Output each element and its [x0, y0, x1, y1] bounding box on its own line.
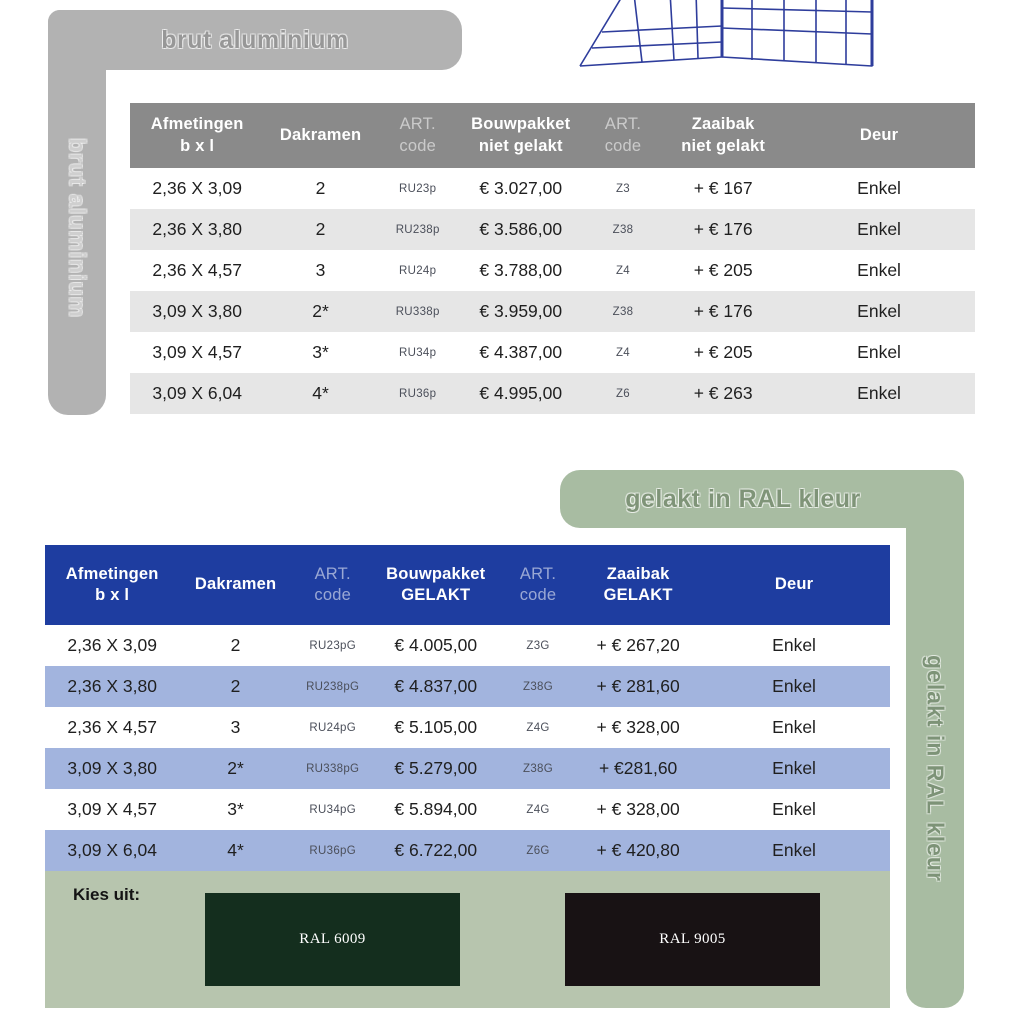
column-header: Bouwpakket GELAKT — [386, 564, 486, 604]
table-cell: 3 — [230, 717, 241, 737]
column-header: ART. code — [519, 564, 557, 604]
table-cell: + € 281,60 — [596, 676, 680, 696]
table-cell: Enkel — [772, 635, 816, 655]
brut-banner — [48, 10, 462, 70]
brut-side-label: brut aluminium — [64, 138, 91, 319]
table-cell: 3,09 X 4,57 — [67, 799, 157, 819]
column-header: ART. code — [399, 115, 436, 155]
table-cell: Z3 — [615, 182, 631, 195]
table-cell: 2 — [230, 635, 241, 655]
color-choice-panel — [45, 871, 890, 1008]
table-cell: + € 176 — [693, 219, 753, 239]
table-row — [45, 625, 890, 666]
table-cell: 2,36 X 3,80 — [67, 676, 157, 696]
table-cell: 3,09 X 3,80 — [67, 758, 157, 778]
table-cell: Enkel — [857, 260, 901, 280]
table-cell: + € 263 — [693, 383, 753, 403]
greenhouse-drawing — [572, 0, 878, 70]
table-cell: 2 — [230, 676, 241, 696]
ral-color-label: RAL 6009 — [299, 931, 366, 947]
brut-banner-label: brut aluminium — [161, 25, 349, 54]
table-cell: Z3G — [526, 639, 550, 652]
column-header: Afmetingen b x l — [150, 115, 244, 155]
column-header: Dakramen — [279, 125, 362, 144]
table-cell: Z4 — [615, 264, 631, 277]
table-cell: RU36pG — [309, 844, 356, 857]
table-cell: Z4G — [526, 721, 550, 734]
table-cell: € 4.005,00 — [394, 635, 478, 655]
table-cell: Enkel — [772, 717, 816, 737]
table-row — [45, 666, 890, 707]
table-cell: € 3.959,00 — [479, 301, 563, 321]
table-cell: 2,36 X 3,09 — [152, 178, 242, 198]
table-cell: Enkel — [857, 301, 901, 321]
table-cell: € 4.837,00 — [394, 676, 478, 696]
column-header: Deur — [774, 575, 814, 594]
table-cell: 2* — [227, 758, 244, 778]
brut-side-band — [48, 10, 106, 415]
kies-uit-label: Kies uit: — [73, 885, 141, 904]
table-cell: + € 205 — [693, 260, 753, 280]
table-cell: RU238pG — [306, 680, 360, 693]
table-cell: RU338pG — [306, 762, 360, 775]
table-cell: 2,36 X 3,80 — [152, 219, 242, 239]
ral-color-swatch — [205, 893, 460, 986]
table-cell: 2,36 X 4,57 — [152, 260, 242, 280]
table-cell: Enkel — [772, 840, 816, 860]
brut-price-table — [130, 103, 975, 414]
ral-color-label: RAL 9005 — [659, 931, 726, 947]
table-row — [130, 291, 975, 332]
table-cell: Z38 — [612, 305, 634, 318]
column-header: Zaaibak niet gelakt — [681, 115, 766, 155]
table-header-row — [45, 545, 890, 625]
table-cell: 3 — [315, 260, 326, 280]
gelakt-side-label: gelakt in RAL kleur — [922, 655, 949, 882]
ral-swatches — [205, 893, 820, 986]
column-header: ART. code — [604, 115, 642, 155]
table-cell: 3,09 X 3,80 — [152, 301, 242, 321]
table-cell: RU34pG — [309, 803, 356, 816]
table-cell: € 5.894,00 — [394, 799, 478, 819]
table-cell: 2 — [315, 178, 326, 198]
table-cell: € 4.387,00 — [479, 342, 563, 362]
table-cell: Z4G — [526, 803, 550, 816]
table-cell: Enkel — [772, 676, 816, 696]
table-cell: € 6.722,00 — [394, 840, 478, 860]
table-cell: + €281,60 — [598, 758, 678, 778]
table-row — [130, 250, 975, 291]
table-cell: 4* — [227, 840, 244, 860]
table-cell: 2 — [315, 219, 326, 239]
table-cell: Z4 — [615, 346, 631, 359]
table-cell: RU36p — [399, 387, 437, 400]
table-cell: 2,36 X 3,09 — [67, 635, 157, 655]
table-cell: Enkel — [857, 178, 901, 198]
table-cell: € 4.995,00 — [479, 383, 563, 403]
table-cell: RU34p — [399, 346, 437, 359]
table-row — [45, 789, 890, 830]
table-cell: 2* — [312, 301, 329, 321]
column-header: Zaaibak GELAKT — [603, 564, 673, 604]
table-cell: RU338p — [395, 305, 440, 318]
table-header-row — [130, 103, 975, 168]
table-cell: + € 205 — [693, 342, 753, 362]
column-header: Deur — [859, 125, 899, 144]
gelakt-banner-label: gelakt in RAL kleur — [625, 484, 861, 513]
table-cell: RU23p — [399, 182, 437, 195]
table-cell: + € 420,80 — [596, 840, 680, 860]
table-cell: 3,09 X 6,04 — [152, 383, 242, 403]
column-header: Dakramen — [194, 575, 277, 594]
column-header: Afmetingen b x l — [65, 564, 159, 604]
table-cell: Z38 — [612, 223, 634, 236]
table-row — [130, 332, 975, 373]
table-cell: + € 267,20 — [596, 635, 680, 655]
table-cell: + € 176 — [693, 301, 753, 321]
table-cell: Enkel — [772, 799, 816, 819]
table-cell: + € 167 — [693, 178, 753, 198]
table-row — [130, 209, 975, 250]
table-row — [45, 748, 890, 789]
table-row — [45, 830, 890, 871]
table-cell: 3,09 X 6,04 — [67, 840, 157, 860]
table-cell: 3,09 X 4,57 — [152, 342, 242, 362]
gelakt-banner — [560, 470, 926, 528]
gelakt-price-table — [45, 545, 890, 871]
table-cell: RU238p — [395, 223, 440, 236]
column-header: ART. code — [314, 564, 351, 604]
table-cell: RU24p — [399, 264, 437, 277]
table-cell: Enkel — [857, 219, 901, 239]
table-cell: 4* — [312, 383, 329, 403]
table-cell: 2,36 X 4,57 — [67, 717, 157, 737]
table-cell: RU24pG — [309, 721, 356, 734]
table-cell: Z6G — [526, 844, 550, 857]
table-cell: + € 328,00 — [596, 799, 680, 819]
table-cell: € 3.586,00 — [479, 219, 563, 239]
table-cell: Enkel — [857, 383, 901, 403]
table-cell: Enkel — [857, 342, 901, 362]
table-cell: + € 328,00 — [596, 717, 680, 737]
table-cell: 3* — [227, 799, 244, 819]
table-cell: RU23pG — [309, 639, 356, 652]
table-cell: Z38G — [523, 762, 553, 775]
table-cell: Z38G — [523, 680, 553, 693]
table-cell: € 5.105,00 — [394, 717, 478, 737]
gelakt-side-band — [906, 470, 964, 1008]
table-cell: 3* — [312, 342, 329, 362]
table-cell: € 3.027,00 — [479, 178, 563, 198]
table-row — [130, 373, 975, 414]
table-cell: Enkel — [772, 758, 816, 778]
table-row — [130, 168, 975, 209]
table-row — [45, 707, 890, 748]
table-cell: € 3.788,00 — [479, 260, 563, 280]
ral-color-swatch — [565, 893, 820, 986]
table-cell: Z6 — [615, 387, 631, 400]
table-cell: € 5.279,00 — [394, 758, 478, 778]
column-header: Bouwpakket niet gelakt — [471, 115, 571, 155]
